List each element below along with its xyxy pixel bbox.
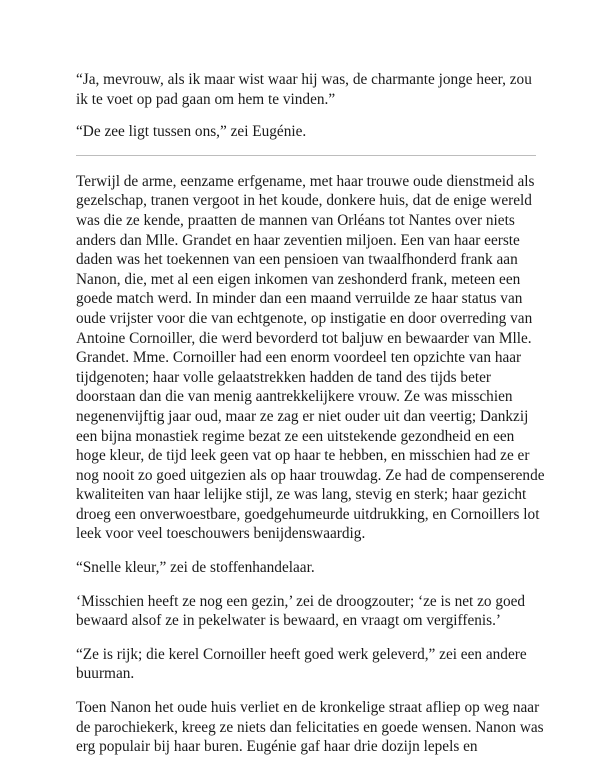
document-page [76,70,546,757]
section-divider [76,155,536,156]
paragraph-dialogue-salter: ‘Misschien heeft ze nog een gezin,’ zei de droogzouter; ‘ze is net zo goed bewaard alsof ze in pekelwater is bewaard, en vraagt om vergiffenis.’ [76,592,526,630]
paragraph-narrative: Terwijl de arme, eenzame erfgename, met haar trouwe oude dienstmeid als gezelschap, tranen vergoot in het koude, donkere huis, dat de enige wereld was die ze kende, praatten de mannen van Orléans tot Nantes over niets anders dan Mlle. Grandet en haar zeventien miljoen. Een van haar eerste daden was het toekennen van een pensioen van twaalfhonderd frank aan Nanon, die, met al een eigen inkomen van zeshonderd frank, meteen een goede match werd. In minder dan een maand verruilde ze haar status van oude vrijster voor die van echtgenote, op instigatie en door overreding van Antoine Cornoiller, die werd bevorderd tot baljuw en bewaarder van Mlle. Grandet. Mme. Cornoiller had een enorm voordeel ten opzichte van haar tijdgenoten; haar volle gelaatstrekken hadden de tand des tijds beter doorstaan dan die van menig aantrekkelijkere vrouw. Ze was misschien negenenvijftig jaar oud, maar ze zag er niet ouder uit dan veertig; Dankzij een bijna monastiek regime bezat ze een uitstekende gezondheid en een hoge kleur, de tijd leek geen vat op haar te hebben, en misschien had ze er nog nooit zo goed uitgezien als op haar trouwdag. Ze had de compenserende kwaliteiten van haar lelijke stijl, ze was lang, stevig en sterk; haar gezicht droeg een onverwoestbare, goedgehumeurde uitdrukking, en Cornoillers lot leek voor veel toeschouwers benijdenswaardig. [76,172,545,543]
paragraph-dialogue-nanon: “Ja, mevrouw, als ik maar wist waar hij was, de charmante jonge heer, zou ik te voet op pad gaan om hem te vinden.” [76,71,532,108]
paragraph-dialogue-neighbour: “Ze is rijk; die kerel Cornoiller heeft goed werk geleverd,” zei een andere buurman. [76,645,527,683]
paragraph-dialogue-draper: “Snelle kleur,” zei de stoffenhandelaar. [76,559,315,577]
paragraph-narrative-end: Toen Nanon het oude huis verliet en de kronkelige straat afliep op weg naar de parochiekerk, kreeg ze niets dan felicitaties en goede wensen. Nanon was erg populair bij haar buren. Eugénie gaf haar drie dozijn lepels en [76,699,544,756]
paragraph-dialogue-eugenie: “De zee ligt tussen ons,” zei Eugénie. [76,123,307,141]
